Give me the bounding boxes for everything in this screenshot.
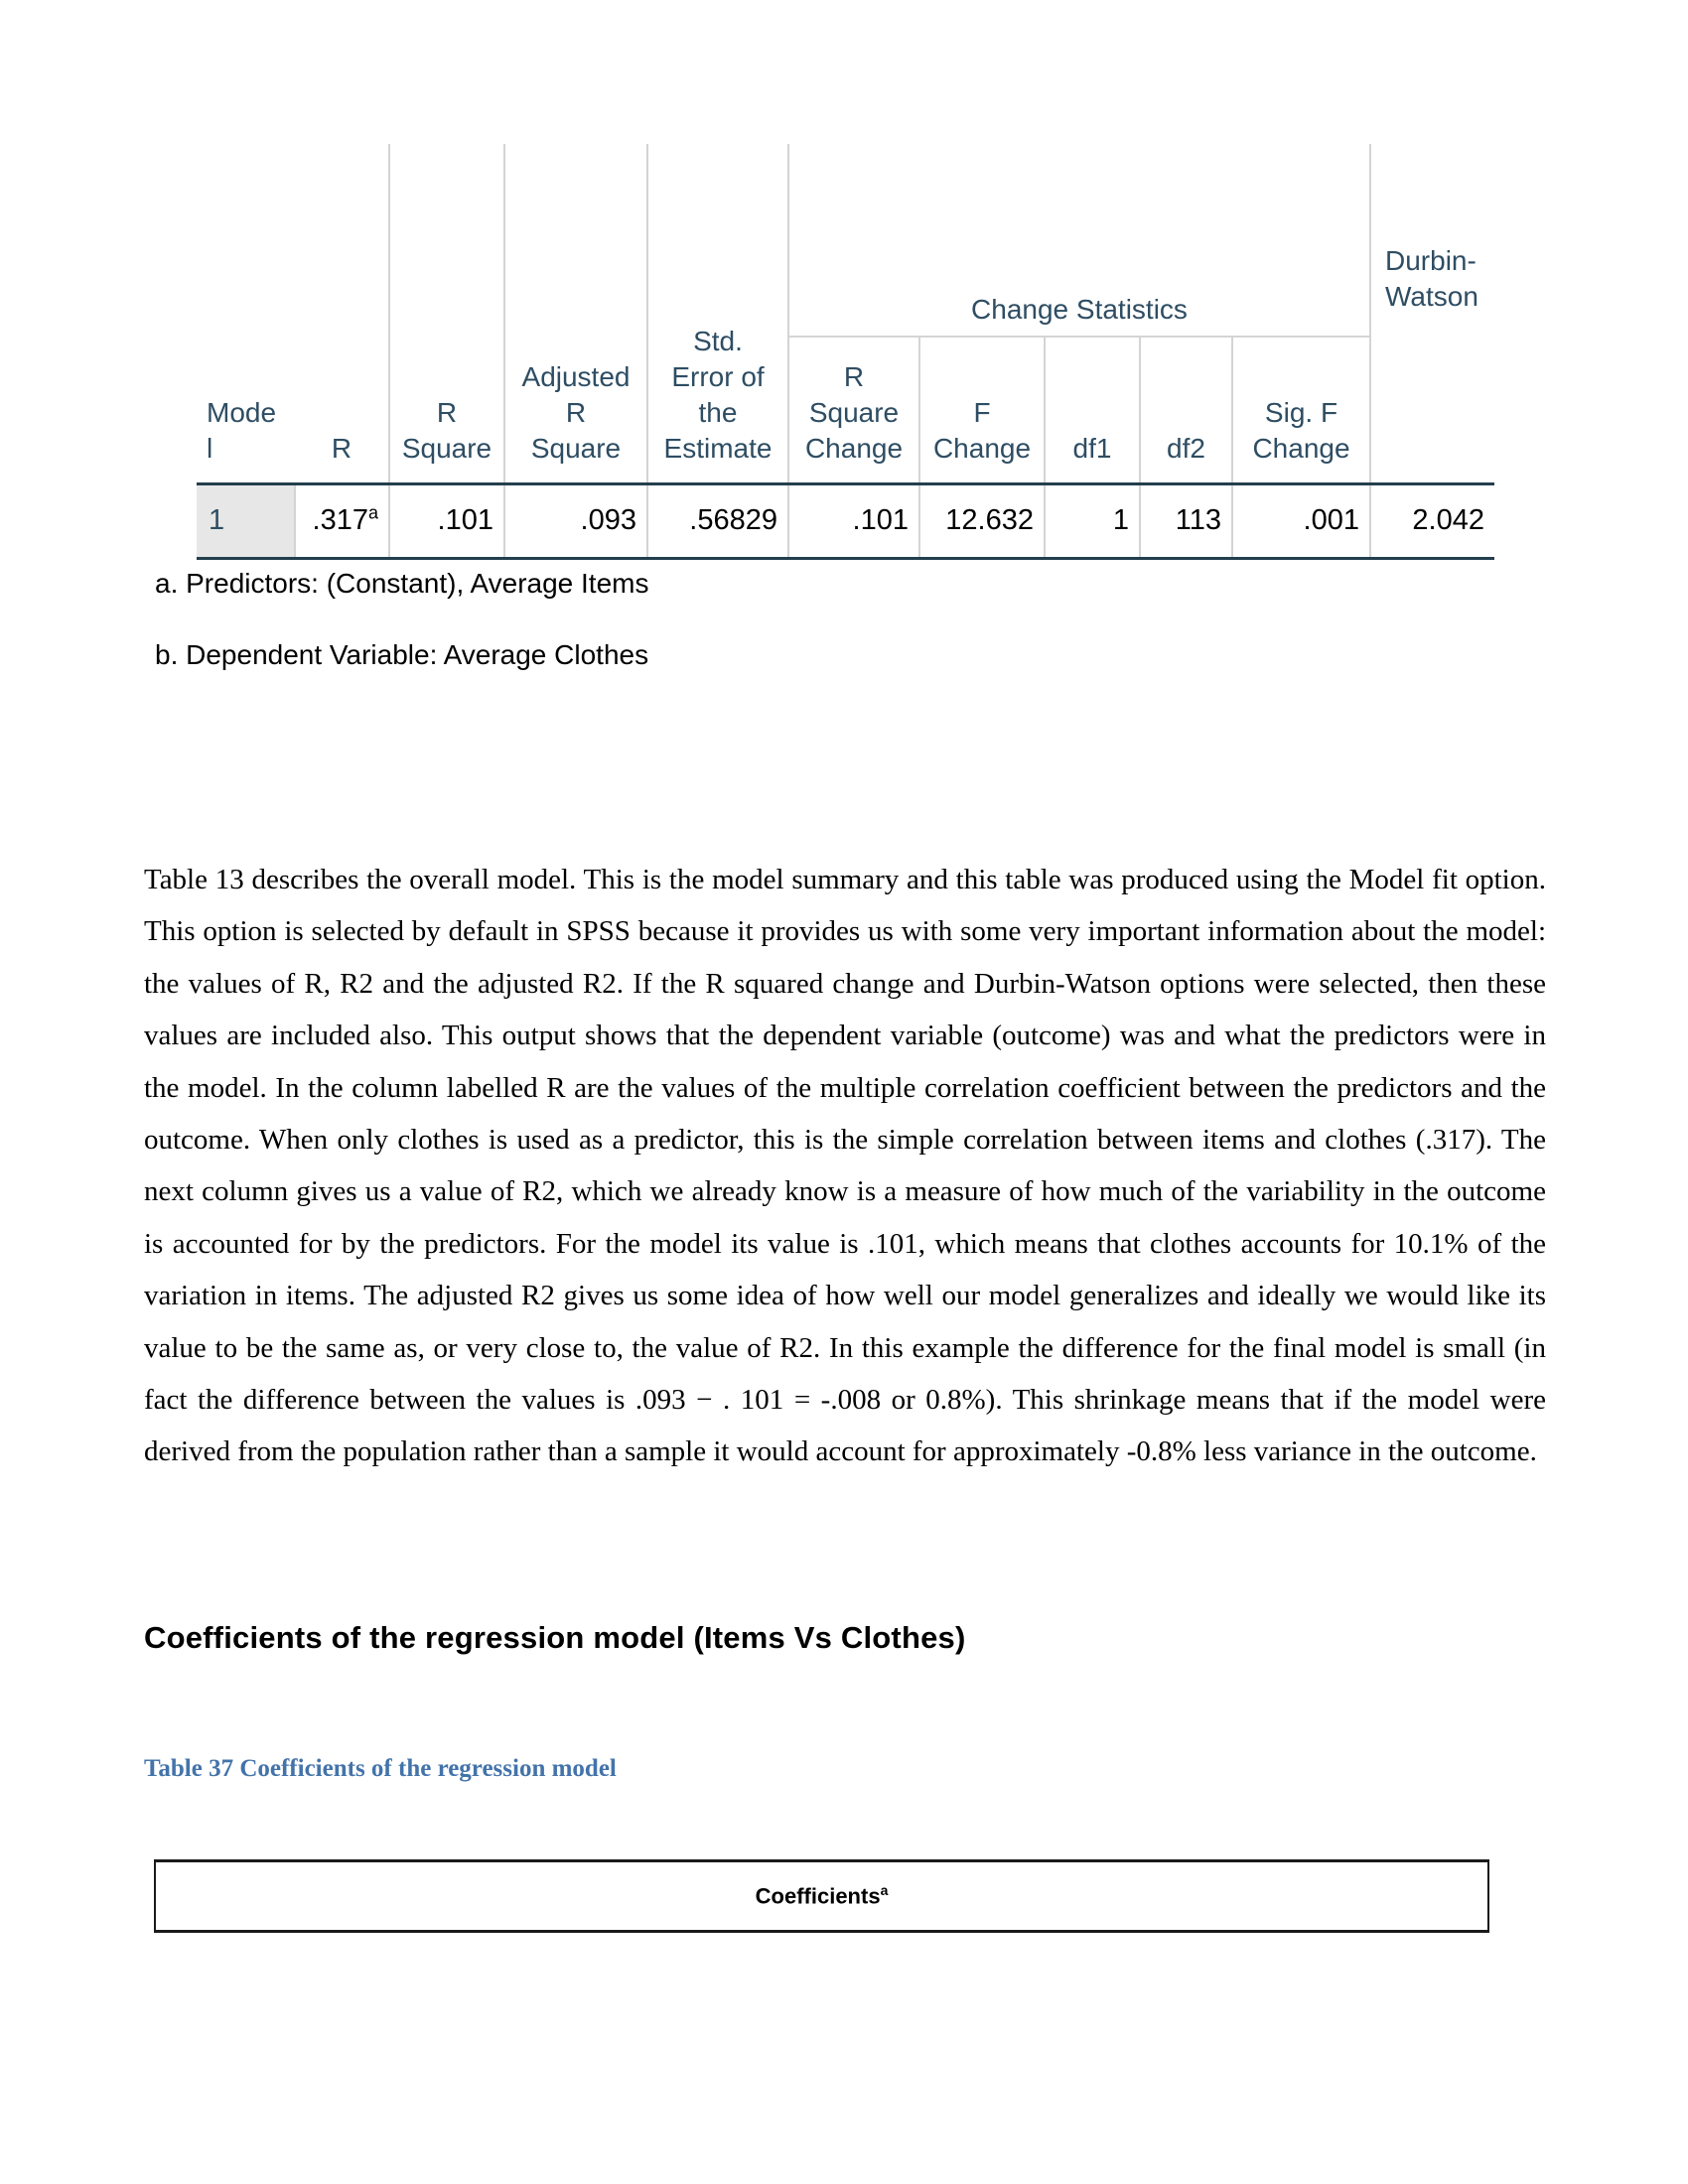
footnote-a: a. Predictors: (Constant), Average Items (155, 568, 649, 599)
header-durbin-watson (1370, 144, 1494, 483)
coefficients-table-title-box (154, 1859, 1489, 1933)
coefficients-title-text: Coefficients (755, 1883, 881, 1909)
cell-r-square-change-value: .101 (788, 483, 919, 558)
cell-std-error-value: .56829 (647, 483, 788, 558)
header-df2: df2 (1140, 337, 1232, 483)
header-r-square: R Square (389, 144, 504, 483)
cell-df1-value: 1 (1045, 483, 1140, 558)
model-summary-table (197, 144, 1494, 560)
r-value-text: .317 (312, 504, 368, 536)
header-f-change: F Change (919, 337, 1045, 483)
cell-durbin-watson-value: 2.042 (1370, 483, 1494, 558)
body-paragraph: Table 13 describes the overall model. This is the model summary and this table was produced using the Model fit option. This option is selected by default in SPSS because it provides us with some very important information about the model: the values of R, R2 and the adjusted R2. If the R squared change and Durbin-Watson options were selected, then these values are included also. This output shows that the dependent variable (outcome) was and what the predictors were in the model. In the column labelled R are the values of the multiple correlation coefficient between the predictors and the outcome. When only clothes is used as a predictor, this is the simple correlation between items and clothes (.317). The next column gives us a value of R2, which we already know is a measure of how much of the variability in the outcome is accounted for by the predictors. For the model its value is .101, which means that clothes accounts for 10.1% of the variation in items. The adjusted R2 gives us some idea of how well our model generalizes and ideally we would like its value to be the same as, or very close to, the value of R2. In this example the difference for the final model is small (in fact the difference between the values is .093 − . 101 = -.008 or 0.8%). This shrinkage means that if the model were derived from the population rather than a sample it would account for approximately -0.8% less variance in the outcome. (144, 864, 1546, 1468)
header-r: R (295, 144, 389, 483)
cell-adjusted-r-square-value: .093 (504, 483, 647, 558)
section-heading: Coefficients of the regression model (Items Vs Clothes) (144, 1620, 966, 1655)
header-sig-f-change: Sig. F Change (1232, 337, 1370, 483)
table-row (197, 483, 1494, 558)
r-value-footnote-mark: a (367, 502, 378, 523)
cell-r-square-value: .101 (389, 483, 504, 558)
coefficients-footnote-mark: a (880, 1882, 889, 1899)
cell-model-number: 1 (197, 483, 295, 558)
table-caption: Table 37 Coefficients of the regression model (144, 1755, 617, 1782)
footnote-b: b. Dependent Variable: Average Clothes (155, 639, 649, 670)
header-adjusted-r-square: Adjusted R Square (504, 144, 647, 483)
cell-r-value (295, 483, 389, 558)
durbin-watson-label: Durbin- Watson (1385, 245, 1478, 312)
cell-df2-value: 113 (1140, 483, 1232, 558)
header-std-error: Std. Error of the Estimate (647, 144, 788, 483)
cell-f-change-value: 12.632 (919, 483, 1045, 558)
model-summary-grid (197, 144, 1494, 560)
cell-sig-f-change-value: .001 (1232, 483, 1370, 558)
header-r-square-change: R Square Change (788, 337, 919, 483)
coefficients-title (756, 1882, 889, 1909)
change-statistics-spanner: Change Statistics (788, 144, 1370, 337)
header-model: Mode l (197, 144, 295, 483)
header-df1: df1 (1045, 337, 1140, 483)
